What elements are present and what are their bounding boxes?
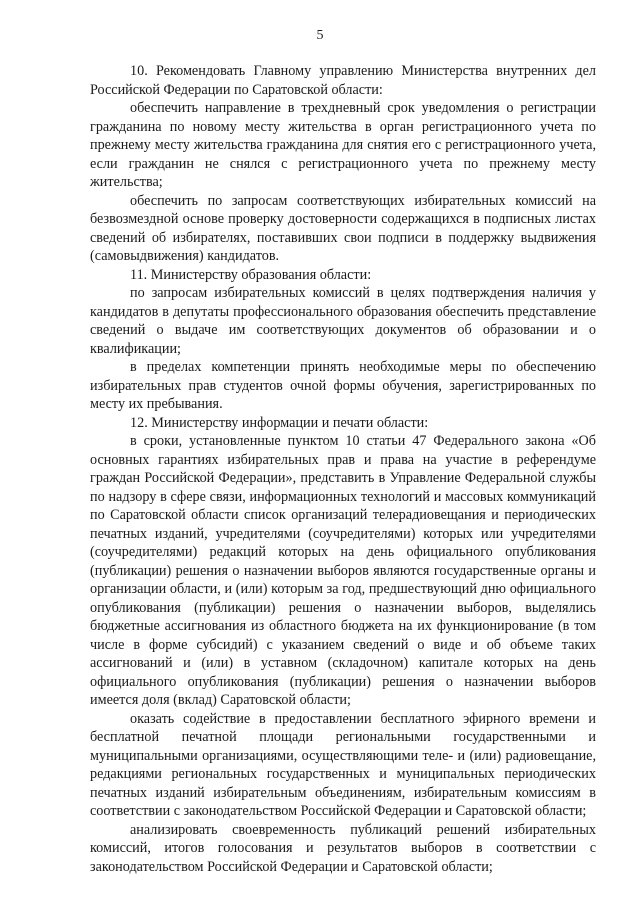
paragraph-signature-verification: обеспечить по запросам соответствующих избирательных комиссий на безвозмездной основе проверку достоверности содержащихся в подписных листах сведений об избирателях, поставивших свои подписи в поддержку выдвижения (самовыдвижения) кандидатов. xyxy=(90,192,596,264)
paragraph-item-10: 10. Рекомендовать Главному управлению Министерства внутренних дел Российской Федерации по Саратовской области: xyxy=(90,63,596,98)
paragraph-item-12: 12. Министерству информации и печати области: xyxy=(130,414,429,431)
paragraph-student-rights: в пределах компетенции принять необходимые меры по обеспечению избирательных прав студентов очной формы обучения, зарегистрированных по месту их пребывания. xyxy=(90,359,596,412)
page-number: 5 xyxy=(316,28,324,43)
paragraph-publication-analysis: анализировать своевременность публикаций решений избирательных комиссий, итогов голосования и результатов выборов в соответствии с законодательством Российской Федерации и Саратовской области; xyxy=(90,821,596,875)
paragraph-notification-registration: обеспечить направление в трехдневный срок уведомления о регистрации гражданина по новому месту жительства в орган регистрационного учета по прежнему месту жительства гражданина для снятия его с регистрационного учета, если гражданин не снялся с регистрационного учета по прежнему месту жительства; xyxy=(90,100,596,190)
paragraph-education-info: по запросам избирательных комиссий в целях подтверждения наличия у кандидатов в депутаты профессионального образования обеспечить представление сведений о выдаче им соответствующих документов об образовании и о квалификации; xyxy=(90,285,596,357)
paragraph-airtime-assistance: оказать содействие в предоставлении бесплатного эфирного времени и бесплатной печатной площади региональными государственными и муниципальными организациями, осуществляющими теле- и (или) радиовещание, редакциями региональных государственных и муниципальных периодических печатных изданий избирательным объединениям, избирательным комиссиям в соответствии с законодательством Российской Федерации и Саратовской области; xyxy=(90,710,596,819)
paragraph-item-11: 11. Министерству образования области: xyxy=(130,266,372,283)
document-body xyxy=(90,62,596,876)
paragraph-media-list: в сроки, установленные пунктом 10 статьи 47 Федерального закона «Об основных гарантиях избирательных прав и права на участие в референдуме граждан Российской Федерации», представить в Управление Федеральной службы по надзору в сфере связи, информационных технологий и массовых коммуникаций по Саратовской области список организаций телерадиовещания и периодических печатных изданий, учредителями (соучредителями) которых или учредителями (соучредителями) редакций которых на день официального опубликования (публикации) решения о назначении выборов являются государственные органы и организации области, и (или) которым за год, предшествующий дню официального опубликования (публикации) решения о назначении выборов, выделялись бюджетные ассигнования из областного бюджета на их функционирование (в том числе в форме субсидий) с указанием сведений о виде и об объеме таких ассигнований и (или) в уставном (складочном) капитале которых на день официального опубликования (публикации) решения о назначении выборов имеется доля (вклад) Саратовской области; xyxy=(90,433,596,708)
